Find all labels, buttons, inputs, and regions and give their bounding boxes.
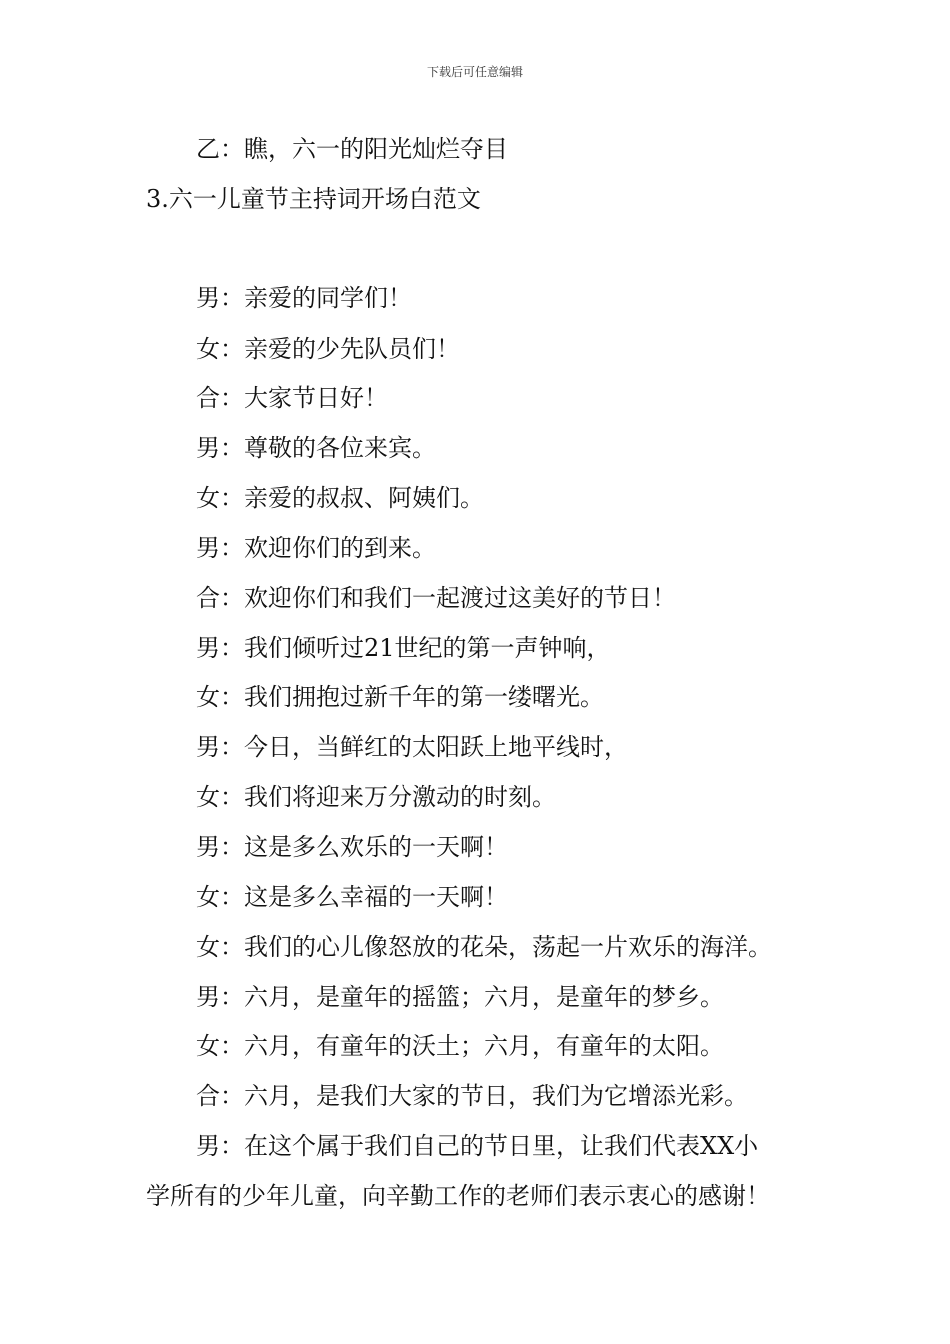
dialogue-line: 男：尊敬的各位来宾。 bbox=[196, 434, 436, 462]
dialogue-line-continued: 学所有的少年儿童，向辛勤工作的老师们表示衷心的感谢！ bbox=[146, 1182, 770, 1210]
dialogue-line: 男：在这个属于我们自己的节日里，让我们代表XX小 bbox=[196, 1132, 759, 1160]
dialogue-line: 男：我们倾听过21世纪的第一声钟响， bbox=[196, 634, 611, 662]
dialogue-line: 女：亲爱的叔叔、阿姨们。 bbox=[196, 484, 484, 512]
dialogue-line: 女：我们将迎来万分激动的时刻。 bbox=[196, 783, 556, 811]
dialogue-line: 乙：瞧，六一的阳光灿烂夺目 bbox=[196, 135, 508, 163]
dialogue-line: 女：六月，有童年的沃土；六月，有童年的太阳。 bbox=[196, 1032, 724, 1060]
dialogue-line: 男：欢迎你们的到来。 bbox=[196, 534, 436, 562]
dialogue-line: 女：亲爱的少先队员们！ bbox=[196, 335, 460, 363]
dialogue-line: 男：这是多么欢乐的一天啊！ bbox=[196, 833, 508, 861]
dialogue-line: 男：亲爱的同学们！ bbox=[196, 284, 412, 312]
dialogue-line: 女：我们拥抱过新千年的第一缕曙光。 bbox=[196, 683, 604, 711]
dialogue-line: 合：欢迎你们和我们一起渡过这美好的节日！ bbox=[196, 584, 676, 612]
dialogue-line: 女：这是多么幸福的一天啊！ bbox=[196, 883, 508, 911]
dialogue-line: 男：今日，当鲜红的太阳跃上地平线时， bbox=[196, 733, 628, 761]
section-heading: 3.六一儿童节主持词开场白范文 bbox=[146, 185, 481, 213]
dialogue-line: 男：六月，是童年的摇篮；六月，是童年的梦乡。 bbox=[196, 983, 724, 1011]
dialogue-line: 合：六月，是我们大家的节日，我们为它增添光彩。 bbox=[196, 1082, 748, 1110]
dialogue-line: 女：我们的心儿像怒放的花朵，荡起一片欢乐的海洋。 bbox=[196, 933, 772, 961]
dialogue-line: 合：大家节日好！ bbox=[196, 384, 388, 412]
page-header: 下载后可任意编辑 bbox=[426, 65, 523, 79]
